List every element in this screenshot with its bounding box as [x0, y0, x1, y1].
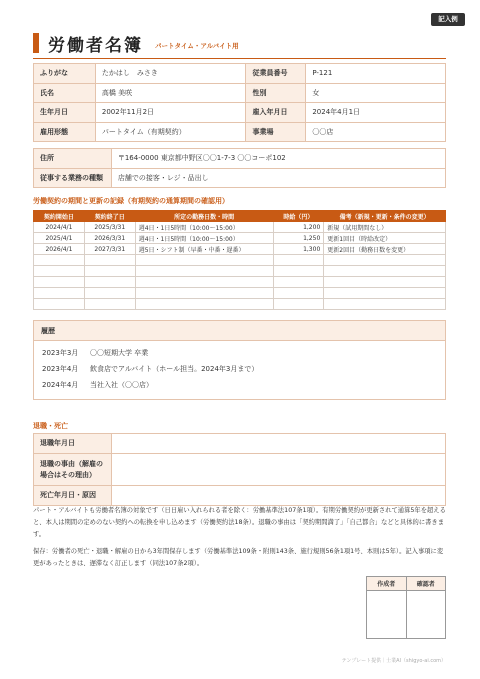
name-label: 氏名 — [34, 83, 96, 103]
contract-section-title: 労働契約の期間と更新の記録（有期契約の通算期間の確認用） — [33, 197, 229, 205]
contract-cell — [34, 277, 85, 288]
contract-cell — [273, 288, 324, 299]
career-date: 2023年4月 — [42, 365, 79, 373]
note-paragraph-1: パート・アルバイトも労働者名簿の対象です（日日雇い入れられる者を除く：労働基準法107条1項）。有期労働契約が更新されて通算5年を超えると、本人は期間の定めのない契約への転換を申し込めます（労働契約法18条）。退職の事由は「契約期間満了」「自己都合」などと具体的に書きます。 — [33, 507, 446, 538]
career-text: 飲食店でアルバイト（ホール担当。2024年3月まで） — [90, 365, 259, 373]
career-history-box — [33, 320, 446, 400]
title-accent-bar — [33, 33, 39, 53]
contract-cell — [34, 255, 85, 266]
contract-row — [34, 288, 446, 299]
column-header: 備考（新規・更新・条件の変更） — [324, 211, 446, 222]
contract-cell — [135, 277, 273, 288]
career-item — [34, 361, 445, 377]
checker-label: 確認者 — [406, 577, 446, 591]
contract-cell — [135, 266, 273, 277]
name-value: 高橋 美咲 — [95, 83, 246, 103]
career-title: 履歴 — [34, 321, 445, 341]
contract-cell — [34, 288, 85, 299]
contract-cell: 週5日・シフト制（早番・中番・遅番） — [135, 244, 273, 255]
furigana-value: たかはし みさき — [95, 64, 246, 84]
duty-value: 店舗での接客・レジ・品出し — [111, 168, 445, 188]
page-subtitle: パートタイム・アルバイト用 — [155, 41, 239, 50]
contract-cell: 2027/3/31 — [84, 244, 135, 255]
duty-label: 従事する業務の種類 — [34, 168, 112, 188]
contract-row — [34, 277, 446, 288]
contract-cell — [84, 266, 135, 277]
retire-section-title: 退職・死亡 — [33, 422, 68, 430]
checker-stamp-field[interactable] — [406, 591, 446, 639]
basic-info-table — [33, 63, 446, 142]
contract-cell: 1,200 — [273, 222, 324, 233]
birth-label: 生年月日 — [34, 103, 96, 123]
birth-value: 2002年11月2日 — [95, 103, 246, 123]
note-paragraph-2: 保存：労働者の死亡・退職・解雇の日から3年間保存します（労働基準法109条・附則143条、施行規則56条1項1号、本則は5年）。記入事項に変更があったときは、遅滞なく訂正します（同法107条2項）。 — [33, 548, 444, 567]
contract-row — [34, 222, 446, 233]
employment-type-label: 雇用形態 — [34, 122, 96, 142]
page-title: 労働者名簿 — [48, 35, 143, 56]
contract-cell: 2026/3/31 — [84, 233, 135, 244]
contract-cell — [324, 255, 446, 266]
retirement-table — [33, 433, 446, 506]
retire-date-label: 退職年月日 — [34, 434, 112, 454]
contract-cell — [135, 288, 273, 299]
contract-cell — [324, 288, 446, 299]
contract-cell: 週4日・1日5時間（10:00〜15:00） — [135, 233, 273, 244]
contract-cell — [84, 288, 135, 299]
contract-cell — [84, 277, 135, 288]
gender-value: 女 — [306, 83, 446, 103]
column-header: 時給（円） — [273, 211, 324, 222]
employee-id-value: P-121 — [306, 64, 446, 84]
sample-badge: 記入例 — [431, 13, 465, 26]
workplace-value: 〇〇店 — [306, 122, 446, 142]
gender-label: 性別 — [246, 83, 306, 103]
contract-cell — [273, 299, 324, 310]
contract-cell — [135, 255, 273, 266]
signature-box — [366, 576, 446, 639]
furigana-label: ふりがな — [34, 64, 96, 84]
career-item — [34, 345, 445, 361]
contract-cell: 2025/3/31 — [84, 222, 135, 233]
contract-cell — [135, 299, 273, 310]
career-date: 2023年3月 — [42, 349, 79, 357]
contract-cell: 2024/4/1 — [34, 222, 85, 233]
career-text: 当社入社（〇〇店） — [90, 381, 153, 389]
address-duty-table — [33, 148, 446, 188]
column-header: 契約終了日 — [84, 211, 135, 222]
contract-cell — [324, 266, 446, 277]
column-header: 契約開始日 — [34, 211, 85, 222]
hire-date-label: 雇入年月日 — [246, 103, 306, 123]
contract-row — [34, 233, 446, 244]
author-stamp-field[interactable] — [367, 591, 407, 639]
contract-cell — [324, 299, 446, 310]
contract-history-table — [33, 210, 446, 310]
title-divider — [33, 58, 446, 59]
retire-date-value — [111, 434, 445, 454]
contract-cell: 1,300 — [273, 244, 324, 255]
column-header: 所定の勤務日数・時間 — [135, 211, 273, 222]
contract-cell — [84, 255, 135, 266]
employment-type-value: パートタイム（有期契約） — [95, 122, 246, 142]
contract-row — [34, 255, 446, 266]
contract-cell — [324, 277, 446, 288]
employee-id-label: 従業員番号 — [246, 64, 306, 84]
contract-row — [34, 244, 446, 255]
contract-cell: 2026/4/1 — [34, 244, 85, 255]
hire-date-value: 2024年4月1日 — [306, 103, 446, 123]
contract-cell: 更新1回目（時給改定） — [324, 233, 446, 244]
page-header — [33, 32, 239, 54]
author-label: 作成者 — [367, 577, 407, 591]
contract-cell — [34, 299, 85, 310]
footer-credit: テンプレート提供｜士業AI（shigyo-ai.com） — [341, 658, 446, 664]
workplace-label: 事業場 — [246, 122, 306, 142]
address-value: 〒164-0000 東京都中野区〇〇1-7-3 〇〇コーポ102 — [111, 149, 445, 169]
contract-cell: 更新2回目（勤務日数を変更） — [324, 244, 446, 255]
death-value — [111, 486, 445, 506]
contract-cell: 2025/4/1 — [34, 233, 85, 244]
address-label: 住所 — [34, 149, 112, 169]
contract-cell — [273, 277, 324, 288]
retire-reason-label: 退職の事由（解雇の場合はその理由） — [34, 454, 112, 486]
contract-cell: 週4日・1日5時間（10:00〜15:00） — [135, 222, 273, 233]
contract-cell: 新規（試用期間なし） — [324, 222, 446, 233]
contract-cell: 1,250 — [273, 233, 324, 244]
contract-cell — [34, 266, 85, 277]
contract-cell — [273, 266, 324, 277]
career-text: 〇〇短期大学 卒業 — [90, 349, 149, 357]
contract-row — [34, 299, 446, 310]
contract-cell — [84, 299, 135, 310]
career-date: 2024年4月 — [42, 381, 79, 389]
contract-row — [34, 266, 446, 277]
contract-cell — [273, 255, 324, 266]
death-label: 死亡年月日・原因 — [34, 486, 112, 506]
retire-reason-value — [111, 454, 445, 486]
career-item — [34, 377, 445, 393]
